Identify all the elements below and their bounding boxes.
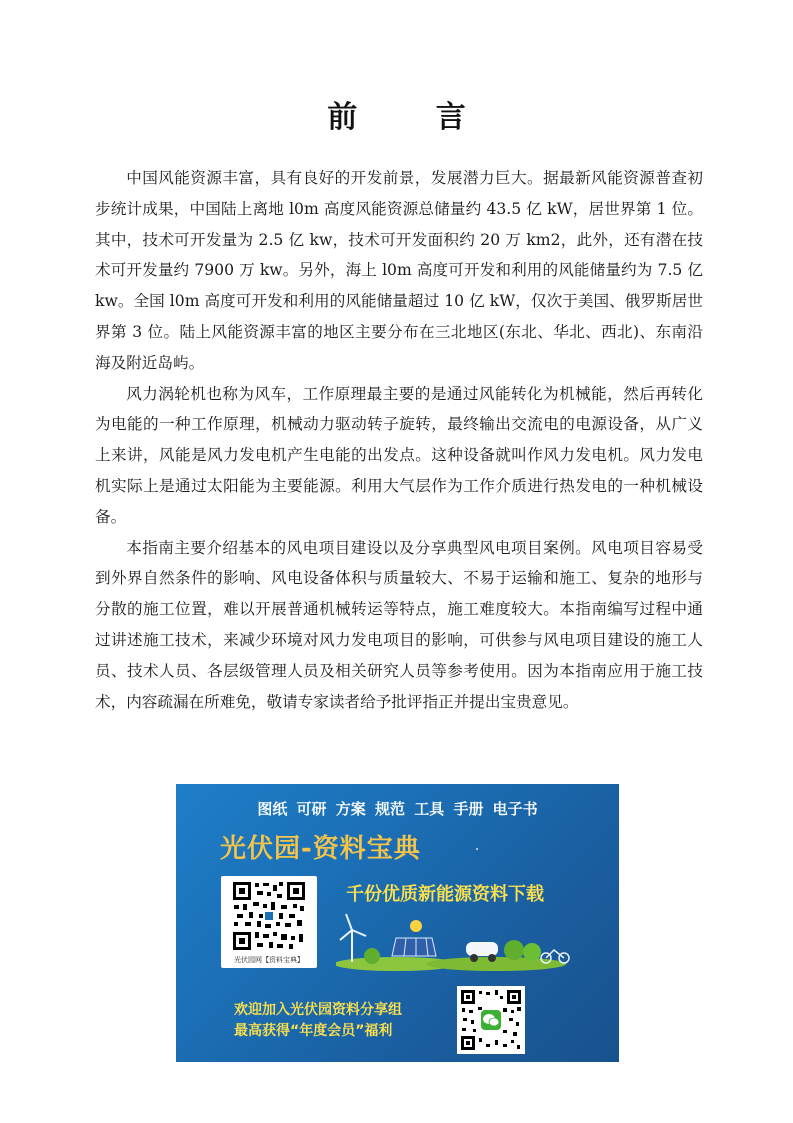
decorative-dot <box>476 848 478 850</box>
paragraph-2: 风力涡轮机也称为风车，工作原理最主要的是通过风能转化为机械能，然后再转化为电能的一种工作原理，机械动力驱动转子旋转，最终输出交流电的电源设备，从广义上来讲，风能是风力发电机产生电能的出发点。这种设备就叫作风力发电机。风力发电机实际上是通过太阳能为主要能源。利用大气层作为工作介质进行热发电的一种机械设备。 <box>95 384 703 526</box>
banner-welcome <box>234 1000 402 1042</box>
wechat-qr-icon <box>459 988 523 1052</box>
qr-code-icon <box>231 880 307 952</box>
page-title: 前 言 <box>327 100 500 135</box>
preface-body <box>95 163 703 717</box>
banner-brand: 光伏园-资料宝典 <box>220 834 421 864</box>
paragraph-3: 本指南主要介绍基本的风电项目建设以及分享典型风电项目案例。风电项目容易受到外界自然条件的影响、风电设备体积与质量较大、不易于运输和施工、复杂的地形与分散的施工位置，难以开展普通机械转运等特点，施工难度较大。本指南编写过程中通过讲述施工技术，来减少环境对风力发电项目的影响，可供参与风电项目建设的施工人员、技术人员、各层级管理人员及相关研究人员等参考使用。因为本指南应用于施工技术，内容疏漏在所难免，敬请专家读者给予批评指正并提出宝贵意见。 <box>95 538 703 711</box>
qr-code-card[interactable] <box>221 876 317 968</box>
group-qr-code[interactable] <box>457 986 525 1054</box>
paragraph-1: 中国风能资源丰富，具有良好的开发前景，发展潜力巨大。据最新风能资源普查初步统计成果，中国陆上离地 l0m 高度风能资源总储量约 43.5 亿 kW，居世界第 1 位。其中，技术可开发量为 2.5 亿 kw，技术可开发面积约 20 万 km2，此外，还有潜在技术可开发量约 7900 万 kw。另外，海上 l0m 高度可开发和利用的风能储量约为 7.5 亿 kw。全国 l0m 高度可开发和利用的风能储量超过 10 亿 kW，仅次于美国、俄罗斯居世界第 3 位。陆上风能资源丰富的地区主要分布在三北地区(东北、华北、西北)、东南沿海及附近岛屿。 <box>95 169 703 372</box>
promo-banner[interactable] <box>176 784 619 1062</box>
welcome-line-1: 欢迎加入光伏园资料分享组 <box>234 1002 402 1018</box>
qr-caption: 光伏园网【资料宝典】 <box>234 956 304 964</box>
banner-tags: 图纸 可研 方案 规范 工具 手册 电子书 <box>257 800 538 818</box>
green-energy-illustration <box>336 912 576 972</box>
welcome-line-2: 最高获得“年度会员”福利 <box>234 1023 393 1039</box>
banner-slogan: 千份优质新能源资料下载 <box>346 884 544 905</box>
